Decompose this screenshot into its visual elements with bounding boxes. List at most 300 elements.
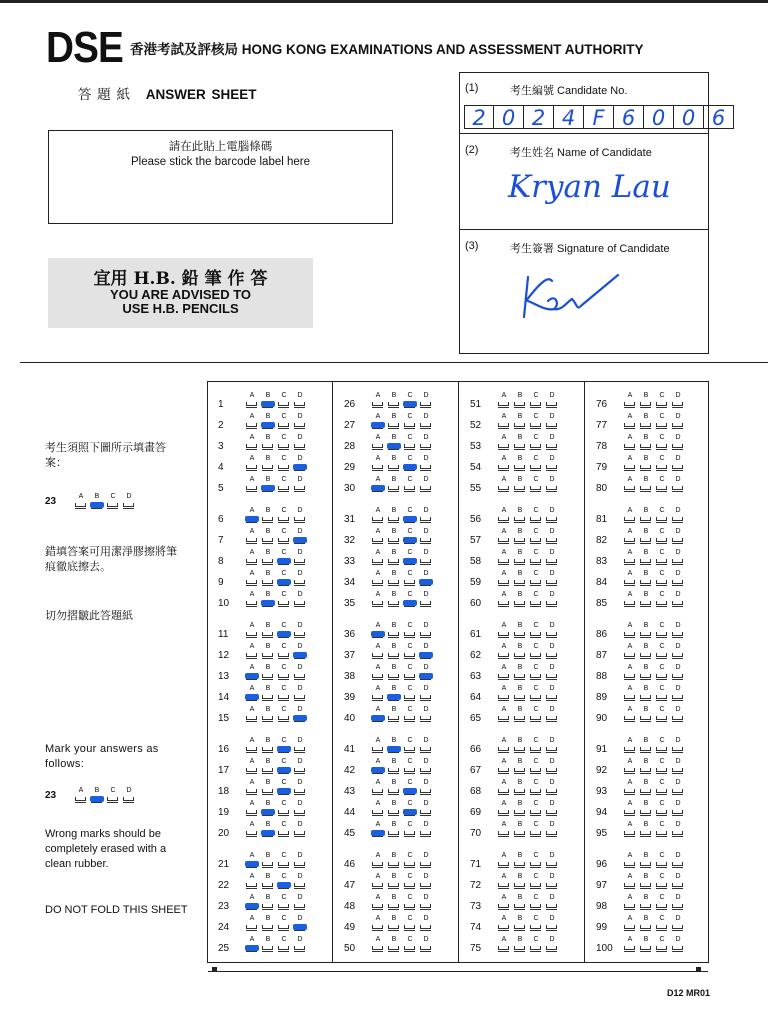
answer-option-d[interactable] [294, 414, 306, 434]
answer-option-c[interactable] [278, 477, 290, 497]
answer-option-d[interactable] [294, 916, 306, 936]
answer-option-b[interactable] [262, 623, 274, 643]
answer-option-a[interactable] [498, 686, 510, 706]
answer-option-d[interactable] [672, 665, 684, 685]
answer-option-a[interactable] [624, 414, 636, 434]
candidate-no-digit[interactable]: 6 [704, 105, 734, 129]
answer-option-b[interactable] [640, 874, 652, 894]
answer-option-a[interactable] [498, 529, 510, 549]
answer-option-a[interactable] [372, 853, 384, 873]
answer-option-a[interactable] [246, 801, 258, 821]
answer-option-c[interactable] [404, 801, 416, 821]
answer-option-b[interactable] [388, 822, 400, 842]
answer-option-c[interactable] [404, 937, 416, 957]
answer-option-a[interactable] [372, 623, 384, 643]
answer-option-c[interactable] [656, 393, 668, 413]
answer-option-a[interactable] [498, 592, 510, 612]
answer-option-a[interactable] [246, 822, 258, 842]
candidate-no-digit[interactable]: 0 [674, 105, 704, 129]
answer-option-a[interactable] [372, 759, 384, 779]
answer-option-a[interactable] [372, 550, 384, 570]
answer-option-b[interactable] [388, 435, 400, 455]
answer-option-c[interactable] [530, 853, 542, 873]
answer-option-d[interactable] [672, 508, 684, 528]
answer-option-b[interactable] [640, 738, 652, 758]
candidate-no-digit[interactable]: 0 [494, 105, 524, 129]
answer-option-a[interactable] [498, 623, 510, 643]
answer-option-d[interactable] [546, 665, 558, 685]
answer-option-b[interactable] [514, 550, 526, 570]
answer-option-d[interactable] [420, 686, 432, 706]
answer-option-d[interactable] [294, 853, 306, 873]
answer-option-c[interactable] [530, 707, 542, 727]
answer-option-d[interactable] [672, 874, 684, 894]
answer-option-b[interactable] [262, 435, 274, 455]
answer-option-c[interactable] [278, 529, 290, 549]
candidate-no-digit[interactable]: F [584, 105, 614, 129]
answer-option-c[interactable] [278, 874, 290, 894]
answer-option-b[interactable] [262, 895, 274, 915]
answer-option-b[interactable] [640, 393, 652, 413]
answer-option-c[interactable] [404, 916, 416, 936]
answer-option-b[interactable] [640, 477, 652, 497]
answer-option-a[interactable] [624, 780, 636, 800]
answer-option-b[interactable] [514, 435, 526, 455]
answer-option-a[interactable] [498, 414, 510, 434]
answer-option-a[interactable] [498, 571, 510, 591]
answer-option-c[interactable] [404, 477, 416, 497]
answer-option-c[interactable] [530, 895, 542, 915]
answer-option-b[interactable] [388, 508, 400, 528]
answer-option-a[interactable] [498, 508, 510, 528]
answer-option-d[interactable] [546, 895, 558, 915]
answer-option-c[interactable] [278, 780, 290, 800]
answer-option-c[interactable] [530, 456, 542, 476]
answer-option-d[interactable] [420, 414, 432, 434]
answer-option-d[interactable] [420, 916, 432, 936]
answer-option-c[interactable] [656, 686, 668, 706]
answer-option-b[interactable] [388, 738, 400, 758]
answer-option-a[interactable] [624, 822, 636, 842]
answer-option-d[interactable] [546, 738, 558, 758]
answer-option-b[interactable] [388, 644, 400, 664]
answer-option-c[interactable] [278, 937, 290, 957]
answer-option-a[interactable] [372, 644, 384, 664]
answer-option-a[interactable] [624, 801, 636, 821]
answer-option-c[interactable] [656, 780, 668, 800]
answer-option-c[interactable] [656, 937, 668, 957]
answer-option-b[interactable] [640, 592, 652, 612]
answer-option-d[interactable] [546, 571, 558, 591]
answer-option-a[interactable] [498, 916, 510, 936]
answer-option-c[interactable] [530, 916, 542, 936]
answer-option-c[interactable] [404, 414, 416, 434]
answer-option-d[interactable] [294, 707, 306, 727]
answer-option-c[interactable] [656, 592, 668, 612]
answer-option-b[interactable] [514, 937, 526, 957]
answer-option-b[interactable] [262, 853, 274, 873]
answer-option-a[interactable] [498, 665, 510, 685]
answer-option-a[interactable] [246, 916, 258, 936]
answer-option-a[interactable] [372, 508, 384, 528]
answer-option-a[interactable] [372, 686, 384, 706]
answer-option-c[interactable] [530, 759, 542, 779]
answer-option-c[interactable] [278, 822, 290, 842]
answer-option-c[interactable] [656, 759, 668, 779]
answer-option-c[interactable] [278, 916, 290, 936]
answer-option-a[interactable] [624, 853, 636, 873]
answer-option-d[interactable] [294, 937, 306, 957]
answer-option-b[interactable] [640, 571, 652, 591]
answer-option-d[interactable] [294, 686, 306, 706]
answer-option-c[interactable] [530, 822, 542, 842]
answer-option-d[interactable] [420, 853, 432, 873]
answer-option-a[interactable] [624, 477, 636, 497]
answer-option-a[interactable] [498, 707, 510, 727]
answer-option-b[interactable] [262, 759, 274, 779]
answer-option-c[interactable] [656, 644, 668, 664]
answer-option-d[interactable] [294, 456, 306, 476]
answer-option-a[interactable] [372, 477, 384, 497]
answer-option-d[interactable] [546, 707, 558, 727]
answer-option-a[interactable] [246, 571, 258, 591]
answer-option-d[interactable] [420, 529, 432, 549]
answer-option-d[interactable] [672, 623, 684, 643]
answer-option-b[interactable] [514, 393, 526, 413]
answer-option-c[interactable] [656, 707, 668, 727]
answer-option-c[interactable] [530, 550, 542, 570]
answer-option-c[interactable] [530, 738, 542, 758]
answer-option-c[interactable] [404, 665, 416, 685]
answer-option-d[interactable] [420, 644, 432, 664]
answer-option-c[interactable] [530, 801, 542, 821]
answer-option-b[interactable] [388, 707, 400, 727]
answer-option-d[interactable] [420, 738, 432, 758]
answer-option-b[interactable] [388, 874, 400, 894]
answer-option-c[interactable] [656, 414, 668, 434]
answer-option-d[interactable] [672, 895, 684, 915]
answer-option-d[interactable] [546, 644, 558, 664]
answer-option-d[interactable] [546, 937, 558, 957]
answer-option-b[interactable] [388, 801, 400, 821]
answer-option-c[interactable] [530, 592, 542, 612]
answer-option-a[interactable] [246, 414, 258, 434]
answer-option-d[interactable] [294, 592, 306, 612]
answer-option-d[interactable] [672, 393, 684, 413]
answer-option-c[interactable] [404, 780, 416, 800]
answer-option-d[interactable] [546, 435, 558, 455]
answer-option-d[interactable] [294, 780, 306, 800]
answer-option-c[interactable] [278, 644, 290, 664]
answer-option-b[interactable] [514, 759, 526, 779]
answer-option-b[interactable] [640, 623, 652, 643]
answer-option-a[interactable] [498, 853, 510, 873]
answer-option-a[interactable] [372, 937, 384, 957]
example-option-c[interactable] [107, 494, 119, 514]
answer-option-b[interactable] [388, 780, 400, 800]
answer-option-a[interactable] [372, 738, 384, 758]
answer-option-b[interactable] [388, 895, 400, 915]
answer-option-c[interactable] [278, 686, 290, 706]
candidate-no-digit[interactable]: 0 [644, 105, 674, 129]
answer-option-a[interactable] [372, 801, 384, 821]
answer-option-d[interactable] [294, 759, 306, 779]
answer-option-c[interactable] [404, 686, 416, 706]
answer-option-b[interactable] [262, 937, 274, 957]
answer-option-a[interactable] [246, 623, 258, 643]
answer-option-b[interactable] [262, 780, 274, 800]
answer-option-b[interactable] [640, 435, 652, 455]
answer-option-b[interactable] [514, 414, 526, 434]
answer-option-c[interactable] [656, 874, 668, 894]
answer-option-b[interactable] [262, 477, 274, 497]
answer-option-a[interactable] [498, 477, 510, 497]
answer-option-b[interactable] [640, 780, 652, 800]
answer-option-c[interactable] [530, 780, 542, 800]
answer-option-b[interactable] [388, 759, 400, 779]
answer-option-c[interactable] [656, 895, 668, 915]
candidate-no-boxes[interactable] [464, 105, 734, 129]
answer-option-a[interactable] [498, 822, 510, 842]
answer-option-a[interactable] [624, 759, 636, 779]
answer-option-a[interactable] [246, 759, 258, 779]
answer-option-b[interactable] [262, 529, 274, 549]
answer-option-d[interactable] [546, 801, 558, 821]
answer-option-a[interactable] [498, 456, 510, 476]
answer-option-b[interactable] [262, 456, 274, 476]
candidate-name-handwritten[interactable]: Kryan Lau [508, 169, 671, 205]
answer-option-d[interactable] [420, 665, 432, 685]
answer-option-b[interactable] [640, 686, 652, 706]
answer-option-b[interactable] [514, 895, 526, 915]
answer-option-c[interactable] [530, 477, 542, 497]
answer-option-c[interactable] [530, 937, 542, 957]
answer-option-b[interactable] [262, 414, 274, 434]
answer-option-d[interactable] [294, 895, 306, 915]
example-option-b[interactable] [91, 788, 103, 808]
answer-option-b[interactable] [514, 592, 526, 612]
answer-option-d[interactable] [294, 822, 306, 842]
answer-option-a[interactable] [498, 435, 510, 455]
answer-option-d[interactable] [546, 623, 558, 643]
answer-option-b[interactable] [640, 456, 652, 476]
answer-option-d[interactable] [420, 456, 432, 476]
answer-option-c[interactable] [404, 623, 416, 643]
answer-option-d[interactable] [672, 529, 684, 549]
answer-option-a[interactable] [246, 550, 258, 570]
answer-option-d[interactable] [294, 477, 306, 497]
answer-option-d[interactable] [546, 508, 558, 528]
answer-option-d[interactable] [672, 937, 684, 957]
answer-option-d[interactable] [294, 623, 306, 643]
answer-option-d[interactable] [672, 801, 684, 821]
answer-option-b[interactable] [640, 759, 652, 779]
signature-drawing[interactable] [518, 265, 628, 325]
answer-option-d[interactable] [420, 477, 432, 497]
example-option-d[interactable] [123, 788, 135, 808]
answer-option-c[interactable] [278, 592, 290, 612]
answer-option-d[interactable] [294, 874, 306, 894]
answer-option-d[interactable] [546, 916, 558, 936]
answer-option-c[interactable] [656, 529, 668, 549]
answer-option-d[interactable] [672, 592, 684, 612]
answer-option-b[interactable] [514, 571, 526, 591]
answer-option-b[interactable] [388, 414, 400, 434]
candidate-no-digit[interactable]: 6 [614, 105, 644, 129]
answer-option-b[interactable] [640, 508, 652, 528]
answer-option-a[interactable] [624, 393, 636, 413]
answer-option-a[interactable] [624, 550, 636, 570]
answer-option-c[interactable] [530, 874, 542, 894]
answer-option-a[interactable] [372, 780, 384, 800]
answer-option-b[interactable] [514, 801, 526, 821]
answer-option-a[interactable] [246, 665, 258, 685]
answer-option-a[interactable] [246, 738, 258, 758]
answer-option-d[interactable] [294, 738, 306, 758]
answer-option-b[interactable] [262, 822, 274, 842]
answer-option-d[interactable] [546, 550, 558, 570]
answer-option-a[interactable] [246, 780, 258, 800]
example-option-d[interactable] [123, 494, 135, 514]
answer-option-c[interactable] [278, 550, 290, 570]
answer-option-c[interactable] [278, 895, 290, 915]
answer-option-d[interactable] [420, 801, 432, 821]
answer-option-b[interactable] [640, 414, 652, 434]
answer-option-d[interactable] [420, 393, 432, 413]
answer-option-a[interactable] [372, 456, 384, 476]
answer-option-a[interactable] [498, 874, 510, 894]
answer-option-b[interactable] [262, 644, 274, 664]
answer-option-d[interactable] [672, 707, 684, 727]
answer-option-b[interactable] [514, 853, 526, 873]
answer-option-c[interactable] [404, 874, 416, 894]
answer-option-c[interactable] [656, 571, 668, 591]
answer-option-a[interactable] [624, 571, 636, 591]
answer-option-b[interactable] [514, 738, 526, 758]
answer-option-d[interactable] [420, 895, 432, 915]
answer-option-b[interactable] [388, 937, 400, 957]
answer-option-d[interactable] [294, 665, 306, 685]
answer-option-a[interactable] [624, 738, 636, 758]
answer-option-c[interactable] [404, 508, 416, 528]
answer-option-c[interactable] [404, 707, 416, 727]
answer-option-c[interactable] [530, 529, 542, 549]
answer-option-b[interactable] [262, 874, 274, 894]
answer-option-d[interactable] [420, 780, 432, 800]
answer-option-d[interactable] [420, 623, 432, 643]
answer-option-d[interactable] [420, 874, 432, 894]
answer-option-a[interactable] [624, 916, 636, 936]
answer-option-b[interactable] [388, 571, 400, 591]
answer-option-b[interactable] [388, 916, 400, 936]
answer-option-c[interactable] [278, 508, 290, 528]
example-option-b[interactable] [91, 494, 103, 514]
answer-option-a[interactable] [372, 393, 384, 413]
answer-option-c[interactable] [530, 414, 542, 434]
answer-option-d[interactable] [294, 393, 306, 413]
answer-option-b[interactable] [388, 477, 400, 497]
answer-option-c[interactable] [656, 435, 668, 455]
answer-option-d[interactable] [294, 571, 306, 591]
answer-option-d[interactable] [294, 644, 306, 664]
answer-option-b[interactable] [514, 822, 526, 842]
answer-option-d[interactable] [672, 644, 684, 664]
answer-option-b[interactable] [388, 550, 400, 570]
answer-option-a[interactable] [372, 822, 384, 842]
answer-option-c[interactable] [404, 571, 416, 591]
answer-option-d[interactable] [546, 529, 558, 549]
answer-option-a[interactable] [498, 801, 510, 821]
answer-option-d[interactable] [672, 550, 684, 570]
answer-option-b[interactable] [262, 508, 274, 528]
answer-option-d[interactable] [294, 508, 306, 528]
answer-option-d[interactable] [546, 759, 558, 779]
answer-option-d[interactable] [546, 456, 558, 476]
answer-option-a[interactable] [372, 916, 384, 936]
answer-option-c[interactable] [656, 853, 668, 873]
answer-option-a[interactable] [624, 686, 636, 706]
answer-option-d[interactable] [420, 508, 432, 528]
answer-option-c[interactable] [530, 665, 542, 685]
answer-option-b[interactable] [388, 686, 400, 706]
answer-option-c[interactable] [278, 665, 290, 685]
answer-option-a[interactable] [246, 592, 258, 612]
answer-option-b[interactable] [514, 665, 526, 685]
answer-option-c[interactable] [278, 414, 290, 434]
answer-option-b[interactable] [640, 916, 652, 936]
answer-option-c[interactable] [278, 738, 290, 758]
candidate-no-digit[interactable]: 4 [554, 105, 584, 129]
answer-option-c[interactable] [656, 738, 668, 758]
answer-option-b[interactable] [640, 644, 652, 664]
answer-option-d[interactable] [672, 853, 684, 873]
answer-option-d[interactable] [672, 435, 684, 455]
answer-option-b[interactable] [388, 529, 400, 549]
answer-option-d[interactable] [294, 529, 306, 549]
answer-option-a[interactable] [624, 529, 636, 549]
answer-option-b[interactable] [262, 738, 274, 758]
answer-option-b[interactable] [388, 592, 400, 612]
answer-option-b[interactable] [514, 456, 526, 476]
answer-option-d[interactable] [672, 738, 684, 758]
answer-option-d[interactable] [546, 477, 558, 497]
answer-option-b[interactable] [640, 707, 652, 727]
answer-option-d[interactable] [420, 759, 432, 779]
answer-option-b[interactable] [514, 780, 526, 800]
answer-option-b[interactable] [388, 456, 400, 476]
answer-option-a[interactable] [372, 707, 384, 727]
answer-option-a[interactable] [624, 623, 636, 643]
answer-option-d[interactable] [546, 686, 558, 706]
answer-option-b[interactable] [514, 707, 526, 727]
answer-option-b[interactable] [514, 623, 526, 643]
answer-option-c[interactable] [530, 571, 542, 591]
answer-option-c[interactable] [278, 456, 290, 476]
answer-option-d[interactable] [546, 393, 558, 413]
answer-option-a[interactable] [246, 686, 258, 706]
answer-option-c[interactable] [404, 738, 416, 758]
answer-option-d[interactable] [672, 414, 684, 434]
answer-option-a[interactable] [372, 435, 384, 455]
answer-option-b[interactable] [514, 686, 526, 706]
answer-option-a[interactable] [498, 644, 510, 664]
answer-option-d[interactable] [420, 550, 432, 570]
answer-option-c[interactable] [404, 759, 416, 779]
answer-option-b[interactable] [640, 822, 652, 842]
answer-option-d[interactable] [294, 550, 306, 570]
answer-option-d[interactable] [672, 780, 684, 800]
answer-option-c[interactable] [530, 393, 542, 413]
